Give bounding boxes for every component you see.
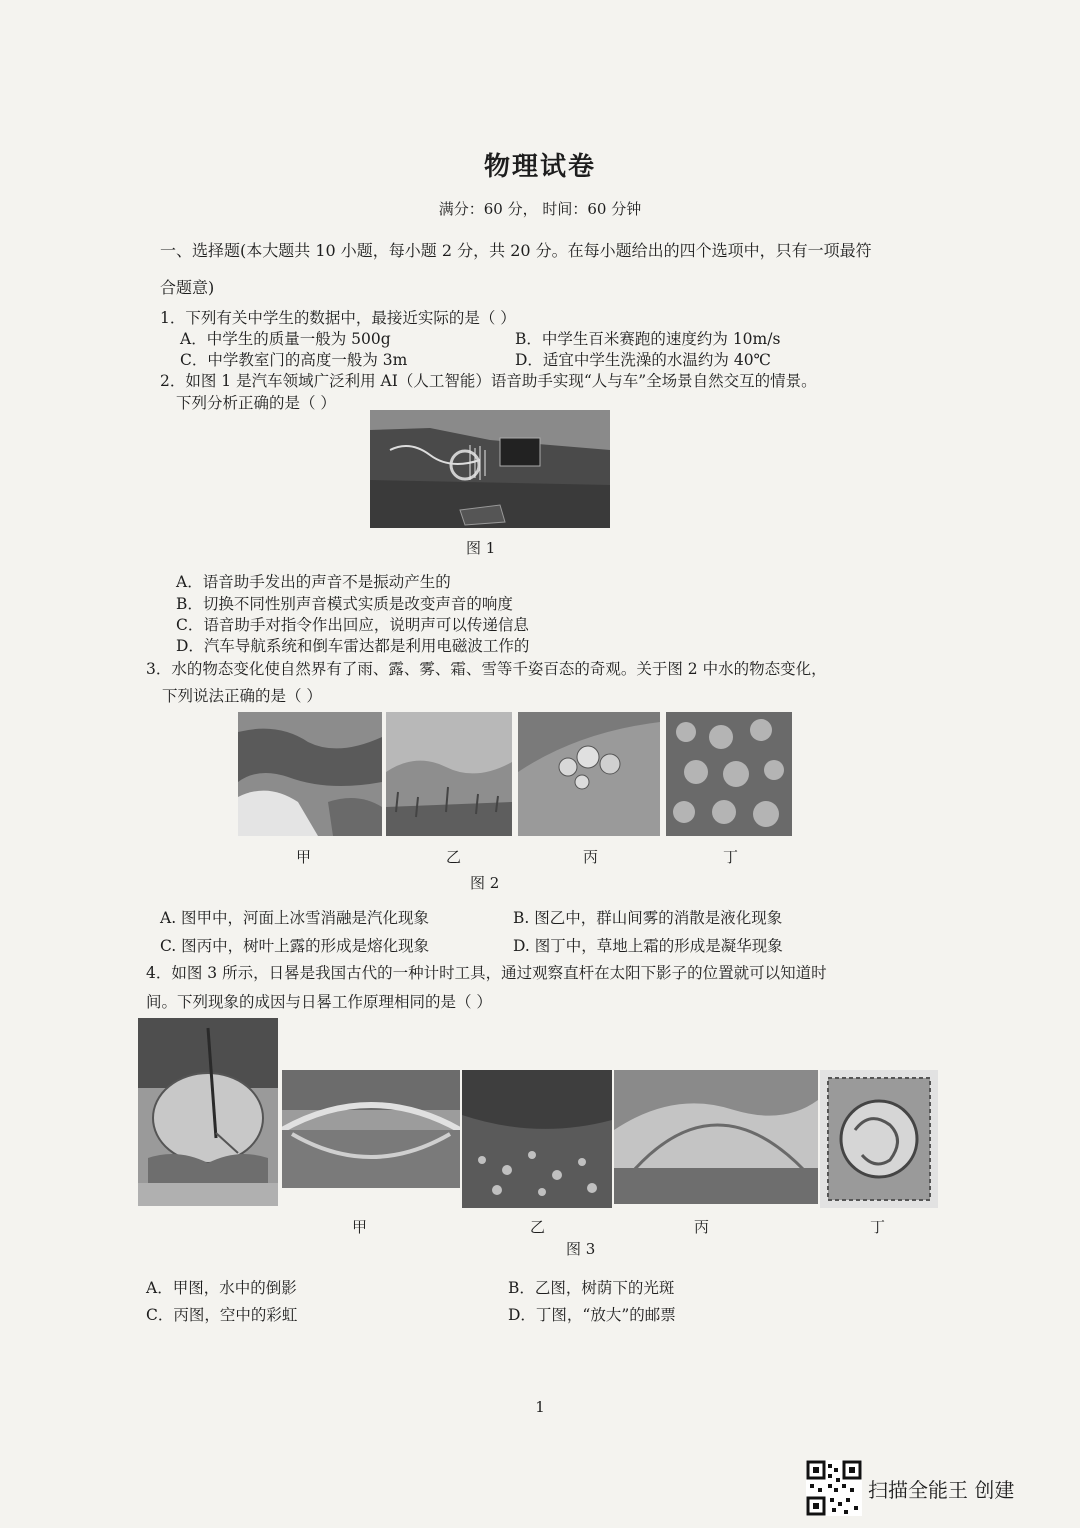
figure-1-caption: 图 1	[466, 539, 496, 557]
q4-option-c: C．丙图，空中的彩虹	[146, 1306, 298, 1324]
figure-1-car-interior	[370, 410, 610, 528]
q2-option-a: A．语音助手发出的声音不是振动产生的	[176, 573, 451, 591]
q2-option-b: B．切换不同性别声音模式实质是改变声音的响度	[176, 595, 513, 613]
figure-3-label-jia: 甲	[352, 1218, 368, 1236]
q2-stem-cont: 下列分析正确的是（ ）	[176, 394, 336, 412]
q1-stem: 1．下列有关中学生的数据中，最接近实际的是（ ）	[160, 309, 516, 327]
q3-option-b: B. 图乙中，群山间雾的消散是液化现象	[513, 909, 783, 927]
q1-option-d: D．适宜中学生洗澡的水温约为 40℃	[515, 351, 771, 369]
q1-option-b: B．中学生百米赛跑的速度约为 10m/s	[515, 330, 781, 348]
figure-3-label-ding: 丁	[870, 1218, 886, 1236]
figure-2-bing-dew-leaf	[518, 712, 660, 836]
figure-2-label-ding: 丁	[723, 848, 739, 866]
figure-3-bing-rainbow	[614, 1070, 818, 1204]
figure-2-label-bing: 丙	[583, 848, 599, 866]
q3-stem: 3．水的物态变化使自然界有了雨、露、雾、霜、雪等千姿百态的奇观。关于图 2 中水的物态变化，	[146, 660, 827, 678]
figure-2-jia-ice-river	[238, 712, 382, 836]
figure-2-label-jia: 甲	[296, 848, 312, 866]
figure-3-yi-tree-shade	[462, 1070, 612, 1208]
figure-3-label-yi: 乙	[530, 1218, 546, 1236]
q4-stem-cont: 间。下列现象的成因与日晷工作原理相同的是（ ）	[146, 993, 492, 1011]
qr-code-icon	[806, 1460, 862, 1516]
figure-2-yi-fog-mountains	[386, 712, 512, 836]
figure-2-label-yi: 乙	[446, 848, 462, 866]
scanner-watermark: 扫描全能王 创建	[868, 1478, 1015, 1502]
page-title: 物理试卷	[483, 152, 596, 182]
q2-option-c: C．语音助手对指令作出回应，说明声可以传递信息	[176, 616, 529, 634]
q4-option-d: D．丁图，“放大”的邮票	[508, 1306, 676, 1324]
q3-option-a: A. 图甲中，河面上冰雪消融是汽化现象	[160, 909, 430, 927]
exam-info: 满分：60 分， 时间：60 分钟	[438, 200, 642, 218]
figure-3-label-bing: 丙	[694, 1218, 710, 1236]
figure-3-jia-bridge-reflection	[282, 1070, 460, 1188]
section-heading: 一、选择题(本大题共 10 小题，每小题 2 分，共 20 分。在每小题给出的四个选项中，只有一项最符	[160, 241, 872, 260]
q1-option-a: A．中学生的质量一般为 500g	[180, 330, 391, 348]
figure-3-ding-stamp	[820, 1070, 938, 1208]
q4-stem: 4．如图 3 所示，日晷是我国古代的一种计时工具，通过观察直杆在太阳下影子的位置就可以知道时	[146, 964, 827, 982]
q3-stem-cont: 下列说法正确的是（ ）	[162, 687, 322, 705]
figure-3-sundial	[138, 1018, 278, 1206]
page-number: 1	[535, 1398, 545, 1416]
q4-option-b: B．乙图，树荫下的光斑	[508, 1279, 675, 1297]
q3-option-d: D. 图丁中，草地上霜的形成是凝华现象	[513, 937, 783, 955]
figure-3-caption: 图 3	[566, 1240, 596, 1258]
q1-option-c: C．中学教室门的高度一般为 3m	[180, 351, 408, 369]
q2-stem: 2．如图 1 是汽车领域广泛利用 AI（人工智能）语音助手实现“人与车”全场景自然交互的情景。	[160, 372, 817, 390]
figure-2-caption: 图 2	[470, 874, 500, 892]
q2-option-d: D．汽车导航系统和倒车雷达都是利用电磁波工作的	[176, 637, 530, 655]
figure-2-ding-frost-grass	[666, 712, 792, 836]
q3-option-c: C. 图丙中，树叶上露的形成是熔化现象	[160, 937, 430, 955]
q4-option-a: A．甲图，水中的倒影	[146, 1279, 297, 1297]
section-heading-cont: 合题意)	[160, 278, 215, 297]
